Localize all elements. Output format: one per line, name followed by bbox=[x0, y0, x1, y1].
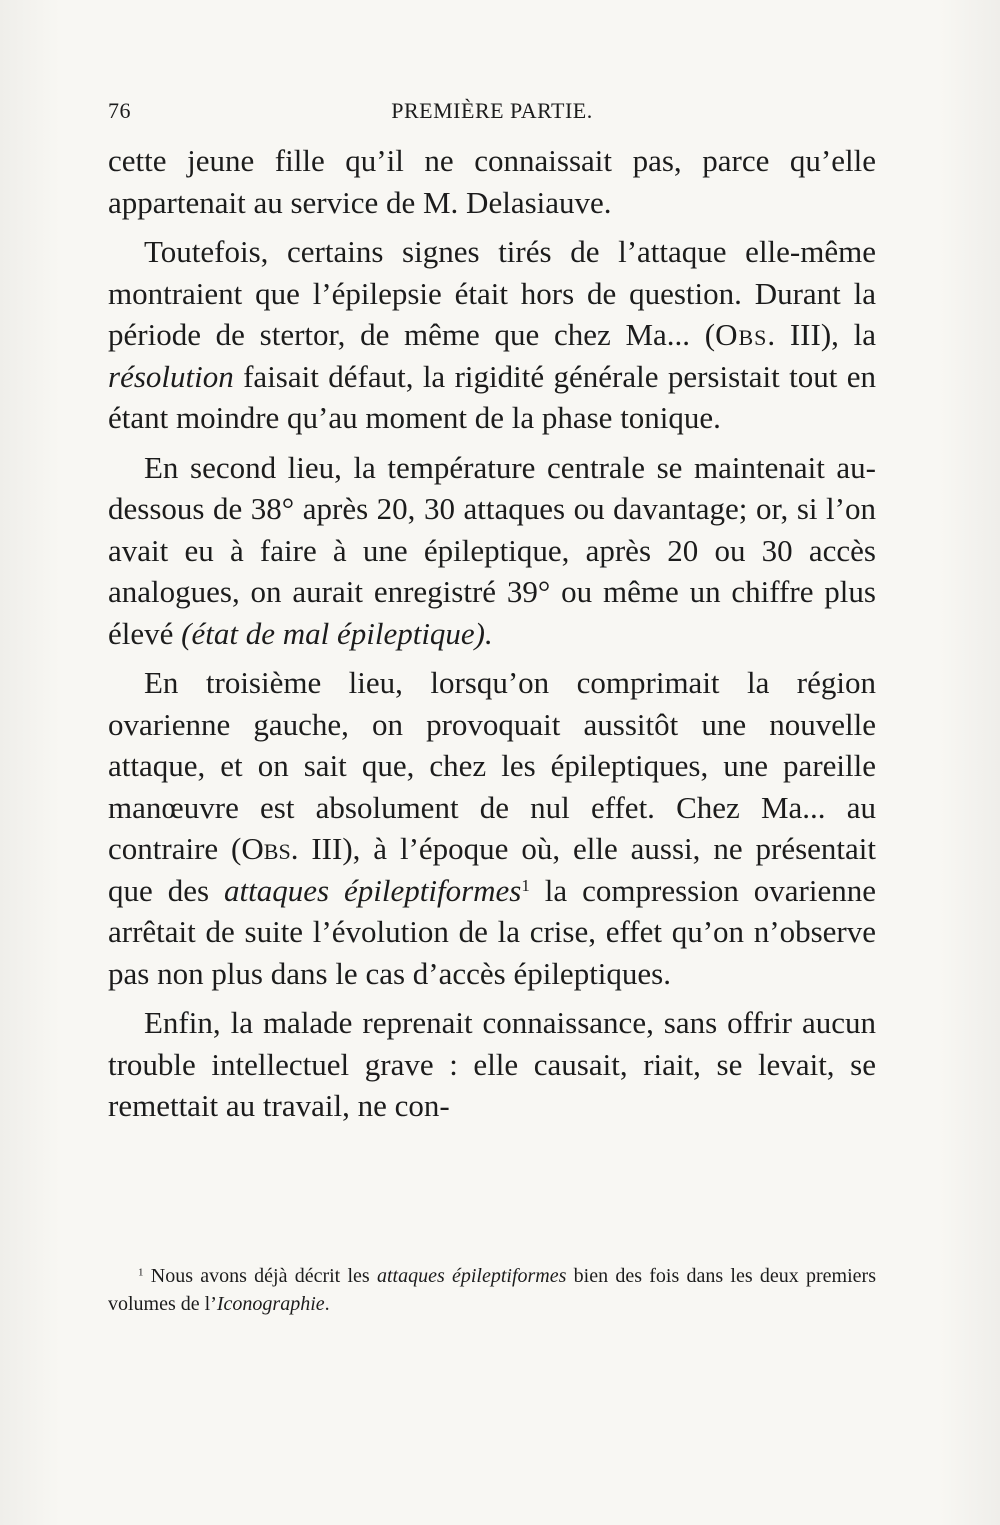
running-title: PREMIÈRE PARTIE. bbox=[391, 98, 593, 123]
paragraph-4: En troisième lieu, lorsqu’on comprimait la région ovarienne gauche, on provoquait aussitôt une nouvelle attaque, et on sait que, chez les épileptiques, une pareille manœuvre est absolument de nul effet. Chez Ma... au contraire (Obs. III), à l’époque où, elle aussi, ne présentait que des attaques épileptiformes$^1$ la compression ovarienne arrêtait de suite l’évolution de la crise, effet qu’on n’observe pas non plus dans le cas d’accès épileptiques. bbox=[108, 665, 876, 991]
paragraph-3: En second lieu, la température centrale se maintenait au-dessous de 38° après 20, 30 attaques ou davantage; or, si l’on avait eu à faire à une épileptique, après 20 ou 30 accès analogues, on aurait enregistré 39° ou même un chiffre plus élevé (état de mal épileptique). bbox=[108, 449, 876, 651]
page-number: 76 bbox=[108, 98, 131, 123]
footnote-ref: 1 bbox=[521, 875, 530, 895]
italic-term: attaques épileptiformes bbox=[223, 872, 522, 908]
paragraph-1: cette jeune fille qu’il ne connaissait pas, parce qu’elle appartenait au service de M. Delasiauve. bbox=[108, 143, 876, 220]
obs-abbrev: Obs bbox=[241, 831, 291, 866]
obs-abbrev: Obs bbox=[715, 317, 768, 352]
footnote-marker: 1 bbox=[138, 1266, 144, 1279]
italic-term: (état de mal épileptique). bbox=[181, 615, 493, 651]
page-header bbox=[108, 98, 876, 128]
body-text bbox=[108, 140, 876, 1135]
paragraph-5: Enfin, la malade reprenait connaissance, sans offrir aucun trouble intellectuel grave : elle causait, riait, se levait, se remettait au travail, ne con- bbox=[108, 1005, 876, 1123]
footnote: $^1$ Nous avons déjà décrit les attaques épileptiformes bien des fois dans les deux premiers volumes de l’Iconographie. bbox=[108, 1265, 876, 1315]
paragraph-2: Toutefois, certains signes tirés de l’attaque elle-même montraient que l’épilepsie était hors de question. Durant la période de stertor, de même que chez Ma... (Obs. III), la résolution faisait défaut, la rigidité générale persistait tout en étant moindre qu’au moment de la phase tonique. bbox=[108, 234, 876, 435]
italic-term: résolution bbox=[108, 358, 234, 394]
